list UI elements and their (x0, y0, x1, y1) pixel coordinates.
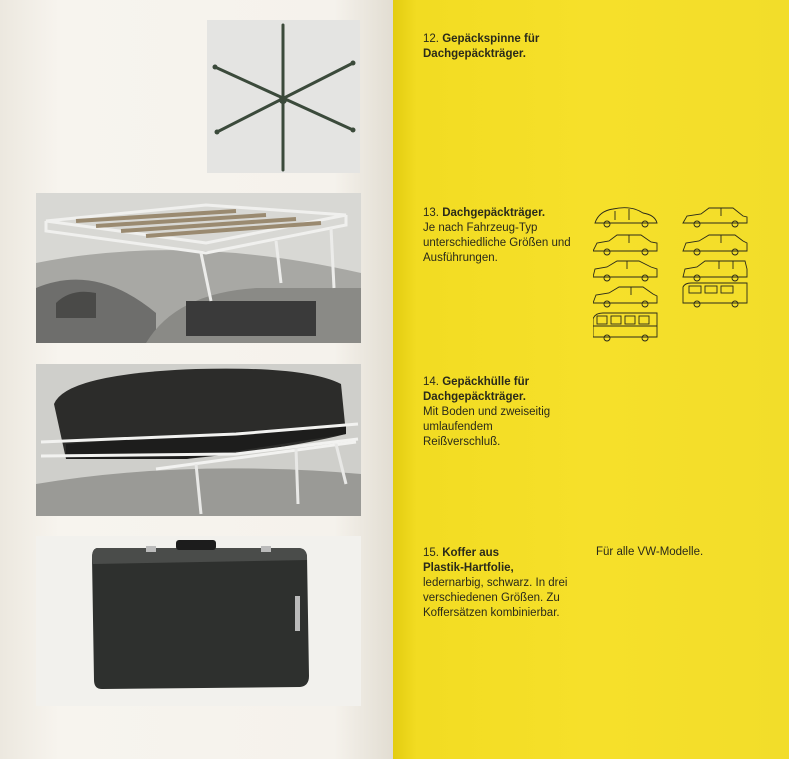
item-title-line2: Dachgepäckträger. (423, 48, 526, 60)
item-number: 14. (423, 376, 439, 388)
luggage-spider-photo (207, 20, 360, 173)
item-title: Koffer aus (442, 547, 500, 559)
item-title-line2: Dachgepäckträger. (423, 391, 526, 403)
right-page (393, 0, 789, 759)
item-title-line2: Plastik-Hartfolie, (423, 562, 514, 574)
compatibility-note: Für alle VW-Modelle. (596, 546, 704, 558)
roof-rack-photo (36, 193, 361, 343)
item-15 (423, 546, 593, 621)
van-icon (683, 283, 747, 307)
item-body: Je nach Fahrzeug-Typ unterschiedliche Größen und Ausführungen. (423, 222, 571, 264)
luggage-cover-photo (36, 364, 361, 516)
item-number: 15. (423, 547, 439, 559)
bus-icon (593, 313, 657, 341)
item-number: 13. (423, 207, 439, 219)
item-title: Gepäckhülle für (442, 376, 530, 388)
item-title: Dachgepäckträger. (442, 207, 546, 219)
left-page (0, 0, 393, 759)
sedan-icon (683, 208, 747, 227)
item-12 (423, 32, 593, 62)
beetle-icon (595, 208, 657, 227)
item-title: Gepäckspinne für (442, 33, 540, 45)
item-body: Mit Boden und zweiseitig umlaufendem Reißverschluß. (423, 406, 551, 448)
item-body: ledernarbig, schwarz. In drei verschiedenen Größen. Zu Koffersätzen kombinierbar. (423, 577, 568, 619)
item-13 (423, 206, 593, 266)
suitcase-photo (36, 536, 361, 706)
item-14 (423, 375, 593, 450)
item-number: 12. (423, 33, 439, 45)
vehicle-silhouettes (593, 203, 763, 343)
